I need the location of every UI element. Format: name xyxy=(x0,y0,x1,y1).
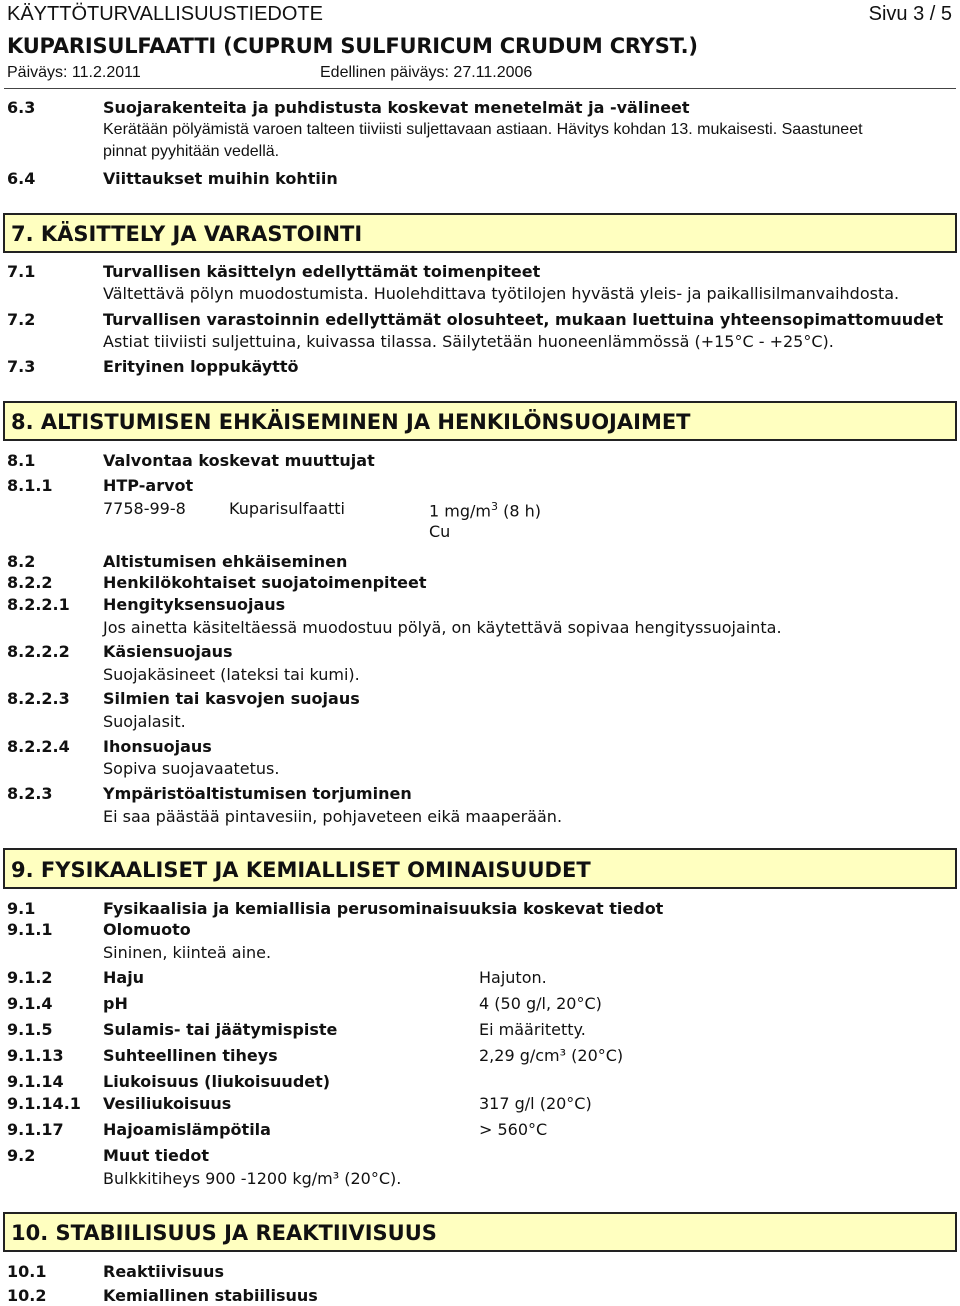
section-title: Olomuoto xyxy=(103,920,191,939)
section-7-2-text: Astiat tiiviisti suljettuina, kuivassa tilassa. Säilytetään huoneenlämmössä (+15°C - +25°C). xyxy=(103,332,834,351)
section-title: HTP-arvot xyxy=(103,476,194,495)
section-number: 8.2.2.2 xyxy=(7,642,70,661)
section-8-2-2-4-text: Sopiva suojavaatetus. xyxy=(103,759,280,778)
section-number: 7.1 xyxy=(7,262,36,281)
section-title: Muut tiedot xyxy=(103,1146,209,1165)
section-heading-text: 9. FYSIKAALISET JA KEMIALLISET OMINAISUUDET xyxy=(11,858,591,882)
section-number: 8.2.2.4 xyxy=(7,737,70,756)
section-number: 9.1.4 xyxy=(7,994,53,1013)
section-number: 8.1 xyxy=(7,451,36,470)
section-9-2-text: Bulkkitiheys 900 -1200 kg/m³ (20°C). xyxy=(103,1169,402,1188)
section-title: Fysikaalisia ja kemiallisia perusominaisuuksia koskevat tiedot xyxy=(103,899,664,918)
section-number: 9.1.14.1 xyxy=(7,1094,81,1113)
section-title: Valvontaa koskevat muuttujat xyxy=(103,451,375,470)
section-title: Turvallisen käsittelyn edellyttämät toimenpiteet xyxy=(103,262,541,281)
section-title: Haju xyxy=(103,968,145,987)
section-title: Kemiallinen stabiilisuus xyxy=(103,1286,318,1305)
section-title: pH xyxy=(103,994,128,1013)
section-title: Silmien tai kasvojen suojaus xyxy=(103,689,360,708)
section-number: 9.2 xyxy=(7,1146,36,1165)
property-value: 2,29 g/cm³ (20°C) xyxy=(479,1046,624,1065)
section-title: Reaktiivisuus xyxy=(103,1262,224,1281)
htp-limit-value: 1 $mg/m^3$ (8 h) xyxy=(429,500,541,521)
section-number: 8.2.3 xyxy=(7,784,53,803)
section-7-1-text: Vältettävä pölyn muodostumista. Huolehdittava työtilojen hyvästä yleis- ja paikallisilmanvaihdosta. xyxy=(103,284,900,303)
section-8-2-2-1-text: Jos ainetta käsiteltäessä muodostuu pölyä, on käytettävä sopivaa hengityssuojainta. xyxy=(103,618,782,637)
section-title: Sulamis- tai jäätymispiste xyxy=(103,1020,338,1039)
previous-date: Edellinen päiväys: 27.11.2006 xyxy=(320,64,533,81)
section-number: 9.1.1 xyxy=(7,920,53,939)
section-number: 6.3 xyxy=(7,98,36,117)
section-number: 8.2.2.1 xyxy=(7,595,70,614)
section-title: Turvallisen varastoinnin edellyttämät olosuhteet, mukaan luettuina yhteensopimattomuudet xyxy=(103,310,944,329)
property-value: Hajuton. xyxy=(479,968,547,987)
htp-substance-name: Kuparisulfaatti xyxy=(229,499,345,518)
section-number: 8.1.1 xyxy=(7,476,53,495)
page-number: Sivu 3 / 5 xyxy=(868,3,952,25)
header-divider xyxy=(4,88,956,89)
property-value: > 560°C xyxy=(479,1120,548,1139)
property-value: Ei määritetty. xyxy=(479,1020,586,1039)
section-number: 9.1.17 xyxy=(7,1120,64,1139)
section-9-1-1-text: Sininen, kiinteä aine. xyxy=(103,943,272,962)
section-title: Ihonsuojaus xyxy=(103,737,212,756)
section-8-heading xyxy=(3,401,957,441)
section-title: Henkilökohtaiset suojatoimenpiteet xyxy=(103,573,427,592)
section-number: 9.1.13 xyxy=(7,1046,64,1065)
section-title: Erityinen loppukäyttö xyxy=(103,357,299,376)
section-10-heading xyxy=(3,1212,957,1252)
section-heading-text: 8. ALTISTUMISEN EHKÄISEMINEN JA HENKILÖNSUOJAIMET xyxy=(11,410,691,434)
section-8-2-3-text: Ei saa päästää pintavesiin, pohjaveteen eikä maaperään. xyxy=(103,807,563,826)
property-value: 4 (50 g/l, 20°C) xyxy=(479,994,602,1013)
section-title: Viittaukset muihin kohtiin xyxy=(103,169,338,188)
section-title: Liukoisuus (liukoisuudet) xyxy=(103,1072,331,1091)
section-number: 8.2 xyxy=(7,552,36,571)
section-title: Vesiliukoisuus xyxy=(103,1094,232,1113)
section-number: 7.3 xyxy=(7,357,36,376)
section-number: 9.1.2 xyxy=(7,968,53,987)
section-8-2-2-2-text: Suojakäsineet (lateksi tai kumi). xyxy=(103,665,360,684)
section-number: 10.2 xyxy=(7,1286,47,1305)
htp-basis: Cu xyxy=(429,522,451,541)
section-title: Hengityksensuojaus xyxy=(103,595,286,614)
issue-date: Päiväys: 11.2.2011 xyxy=(7,64,141,81)
section-number: 10.1 xyxy=(7,1262,47,1281)
section-number: 8.2.2 xyxy=(7,573,53,592)
document-type: KÄYTTÖTURVALLISUUSTIEDOTE xyxy=(7,3,323,25)
section-heading-text: 10. STABIILISUUS JA REAKTIIVISUUS xyxy=(11,1221,437,1245)
product-name: KUPARISULFAATTI (CUPRUM SULFURICUM CRUDUM CRYST.) xyxy=(7,34,698,58)
section-6-3-text-2: pinnat pyyhitään vedellä. xyxy=(103,143,280,160)
property-value: 317 g/l (20°C) xyxy=(479,1094,592,1113)
section-9-heading xyxy=(3,848,957,889)
section-title: Ympäristöaltistumisen torjuminen xyxy=(103,784,412,803)
date-line xyxy=(7,64,533,82)
section-7-heading xyxy=(3,213,957,253)
section-title: Suhteellinen tiheys xyxy=(103,1046,278,1065)
section-number: 7.2 xyxy=(7,310,36,329)
section-number: 9.1 xyxy=(7,899,36,918)
section-number: 9.1.5 xyxy=(7,1020,53,1039)
section-title: Suojarakenteita ja puhdistusta koskevat menetelmät ja -välineet xyxy=(103,98,690,117)
section-title: Hajoamislämpötila xyxy=(103,1120,271,1139)
section-number: 6.4 xyxy=(7,169,36,188)
section-title: Käsiensuojaus xyxy=(103,642,233,661)
section-number: 9.1.14 xyxy=(7,1072,64,1091)
section-8-2-2-3-text: Suojalasit. xyxy=(103,712,186,731)
section-number: 8.2.2.3 xyxy=(7,689,70,708)
htp-cas-number: 7758-99-8 xyxy=(103,499,186,518)
section-heading-text: 7. KÄSITTELY JA VARASTOINTI xyxy=(11,222,363,246)
section-title: Altistumisen ehkäiseminen xyxy=(103,552,348,571)
section-6-3-text-1: Kerätään pölyämistä varoen talteen tiiviisti suljettavaan astiaan. Hävitys kohdan 13. mukaisesti. Saastuneet xyxy=(103,121,863,138)
